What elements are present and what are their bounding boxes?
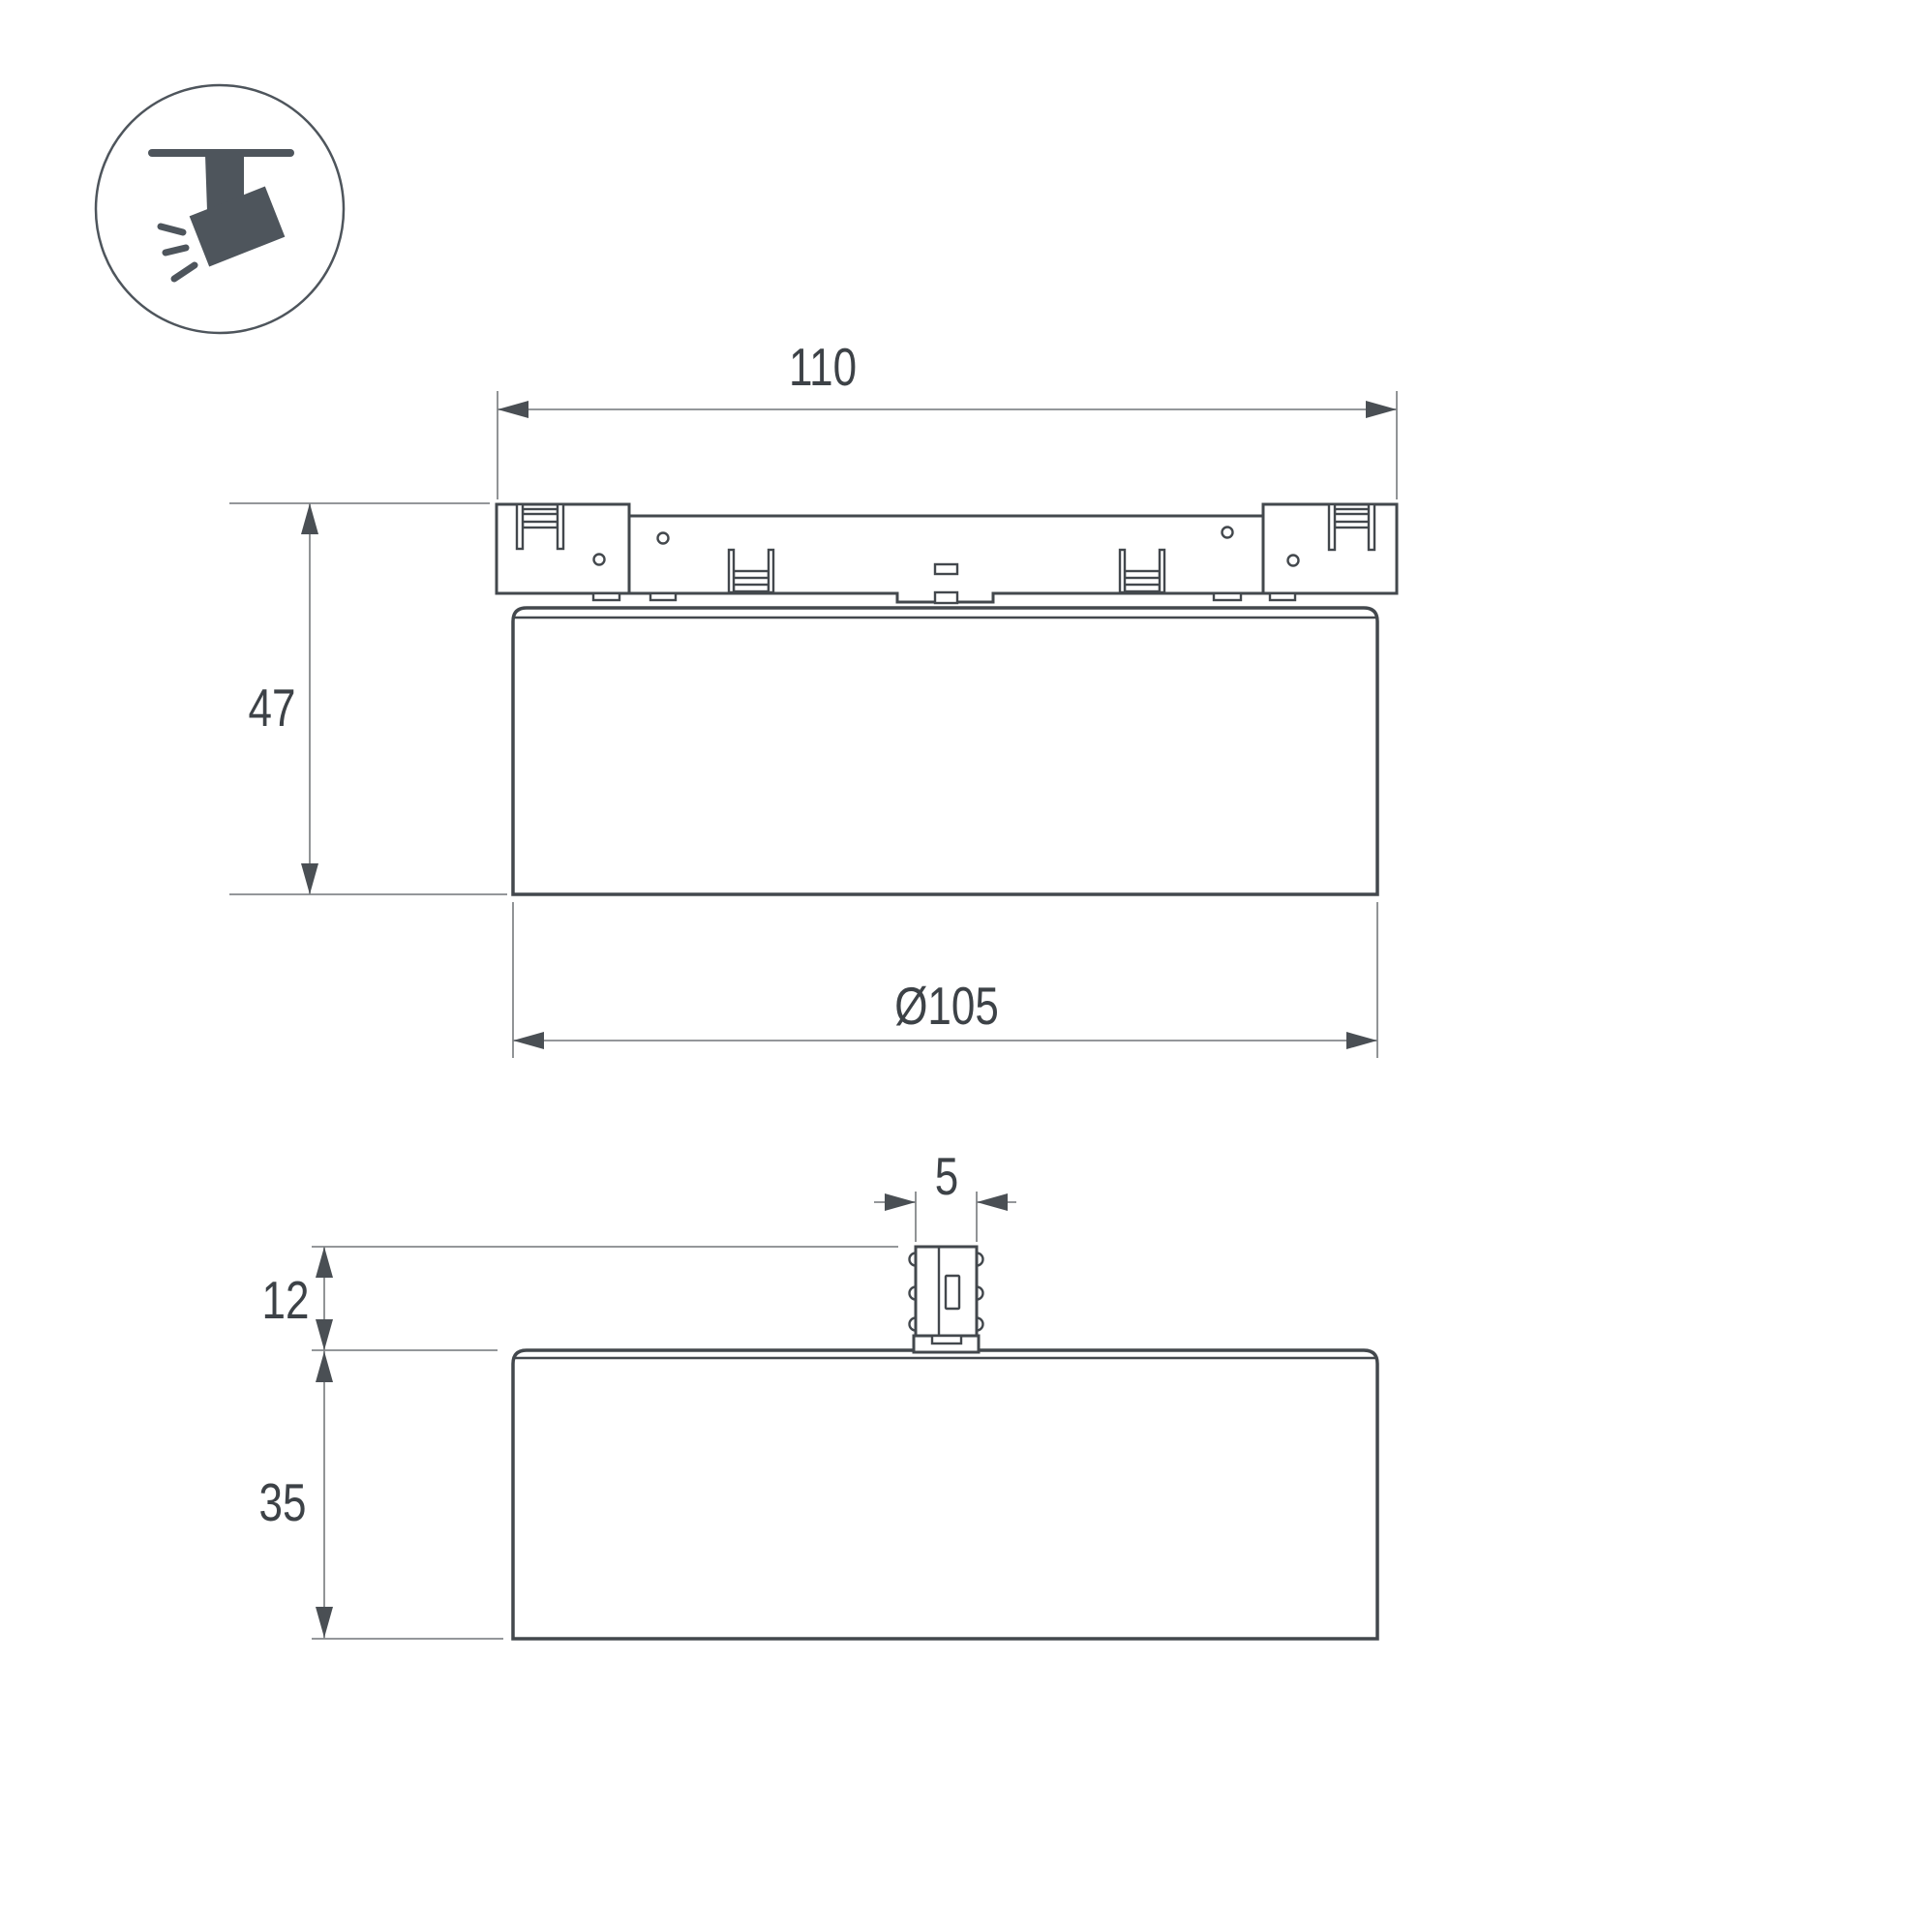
arrowhead-right	[1366, 401, 1397, 418]
housing-body	[513, 1350, 1377, 1639]
clip-rung	[1125, 571, 1160, 578]
dim-label-track-width: 110	[788, 337, 858, 398]
track-spotlight-icon	[96, 85, 344, 333]
clip-bar	[1120, 550, 1125, 592]
track-connector	[910, 1247, 983, 1352]
dim-connector-height	[262, 1247, 898, 1350]
screw-hole	[1288, 556, 1299, 566]
clip-bar	[1160, 550, 1164, 592]
dim-track-width	[498, 337, 1397, 499]
arrowhead-left	[498, 401, 528, 418]
dim-label-total-height: 47	[248, 678, 296, 739]
screw-hole	[1223, 528, 1233, 538]
arrowhead-bottom	[301, 863, 318, 894]
clip-rung	[734, 571, 769, 578]
front-view	[513, 1247, 1377, 1639]
dim-connector-width	[874, 1146, 1016, 1242]
clip-rung	[734, 585, 769, 591]
arrowhead-top	[301, 503, 318, 534]
plate-tab	[1270, 593, 1295, 600]
plate-tab	[593, 593, 619, 600]
latch-bar	[517, 504, 523, 549]
dim-body-diameter	[513, 902, 1377, 1058]
dim-label-body-height: 35	[258, 1472, 307, 1533]
clip-rung	[1125, 585, 1160, 591]
plate-tab	[650, 593, 676, 600]
arrowhead-right	[1346, 1032, 1377, 1049]
plate-tab	[1214, 593, 1241, 600]
arrowhead-top	[316, 1351, 333, 1382]
light-ray	[166, 248, 186, 253]
clip-bar	[769, 550, 773, 592]
arrowhead-top	[316, 1247, 333, 1278]
light-ray	[174, 265, 195, 279]
screw-hole	[594, 555, 605, 565]
arrowhead-bottom	[316, 1319, 333, 1350]
latch-rung	[1335, 522, 1370, 528]
side-view	[497, 504, 1397, 894]
latch-bar	[1329, 504, 1335, 550]
latch-rung	[1335, 509, 1370, 514]
clip-bar	[729, 550, 734, 592]
light-ray	[161, 226, 183, 232]
center-slot	[935, 592, 957, 603]
arrowhead-right	[977, 1193, 1008, 1211]
screw-hole	[658, 533, 669, 544]
connector-slot	[946, 1276, 959, 1309]
dim-label-body-diameter: Ø105	[894, 976, 999, 1037]
housing-body	[513, 608, 1377, 894]
latch-bar	[558, 504, 563, 549]
latch-rung	[523, 522, 558, 528]
connector-base-notch	[932, 1336, 961, 1343]
arrowhead-left	[513, 1032, 544, 1049]
spotlight-body	[190, 187, 286, 267]
arrowhead-bottom	[316, 1607, 333, 1638]
arrowhead-left	[885, 1193, 916, 1211]
dim-label-connector-width: 5	[934, 1146, 959, 1207]
dim-total-height	[229, 503, 507, 894]
latch-rung	[523, 509, 558, 514]
center-slot	[935, 564, 957, 574]
dim-label-connector-height: 12	[261, 1270, 310, 1331]
latch-bar	[1369, 504, 1374, 550]
dim-body-height	[259, 1350, 503, 1639]
